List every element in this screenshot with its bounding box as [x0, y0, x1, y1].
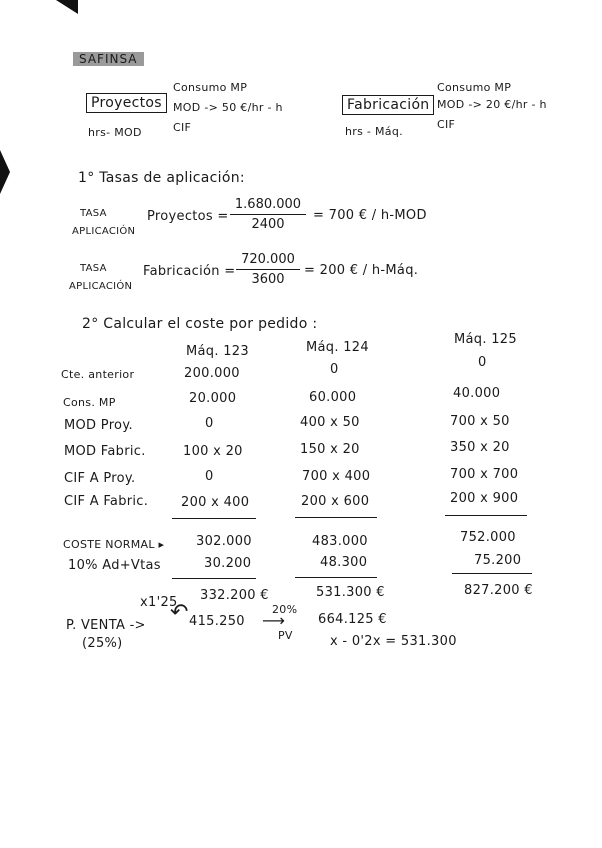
sum-rule-123 — [172, 518, 256, 519]
cell-ad-vtas-123: 30.200 — [204, 556, 252, 571]
rate-proyectos-numerator: 1.680.000 — [234, 197, 302, 212]
rate-fabricacion-label: Fabricación = — [143, 264, 236, 279]
row-label-mod-fabric: MOD Fabric. — [64, 444, 146, 459]
row-label-coste-normal: COSTE NORMAL ▸ — [63, 538, 165, 551]
row-label-cons-mp: Cons. MP — [63, 396, 116, 409]
rate-fabricacion-result: = 200 € / h-Máq. — [304, 263, 419, 278]
cell-cte-anterior-125: 0 — [478, 355, 487, 370]
aplicacion-label-1: APLICACIÓN — [72, 226, 136, 237]
page-corner-shadow — [56, 0, 78, 14]
pventa-equation: x - 0'2x = 531.300 — [330, 634, 457, 649]
pventa-sub: (25%) — [82, 636, 123, 651]
cell-cons-mp-124: 60.000 — [309, 390, 357, 405]
right-arrow-icon: ⟶ — [262, 611, 286, 630]
total-rule-123 — [172, 578, 256, 579]
rate-fabricacion-denominator: 3600 — [251, 272, 285, 287]
cell-coste-normal-123: 302.000 — [196, 534, 252, 549]
fraction-bar — [236, 269, 300, 270]
cell-mod-proy-124: 400 x 50 — [300, 415, 360, 430]
cell-total-124: 531.300 € — [316, 585, 385, 600]
cell-cif-fabric-123: 200 x 400 — [181, 495, 250, 510]
cell-mod-fabric-124: 150 x 20 — [300, 442, 360, 457]
cell-total-125: 827.200 € — [464, 583, 533, 598]
dept-fabricacion-box: Fabricación — [342, 95, 434, 115]
cell-mod-proy-123: 0 — [205, 416, 214, 431]
cell-coste-normal-124: 483.000 — [312, 534, 368, 549]
column-header-maq-123: Máq. 123 — [186, 344, 249, 359]
dept-fabricacion-line-1: Consumo MP — [437, 81, 512, 94]
company-tag: SAFINSA — [73, 52, 144, 66]
fraction-bar — [230, 214, 306, 215]
cell-coste-normal-125: 752.000 — [460, 530, 516, 545]
dept-proyectos-line-1: Consumo MP — [173, 81, 248, 94]
dept-fabricacion-base: hrs - Máq. — [345, 125, 403, 138]
row-label-cif-fabric: CIF A Fabric. — [64, 494, 149, 509]
tasa-label-1: TASA — [80, 208, 107, 219]
cell-ad-vtas-124: 48.300 — [320, 555, 368, 570]
curved-arrow-icon: ↶ — [170, 600, 189, 625]
sum-rule-125 — [445, 515, 527, 516]
dept-proyectos-box: Proyectos — [86, 93, 167, 113]
section2-heading: 2° Calcular el coste por pedido : — [82, 316, 318, 332]
sum-rule-124 — [295, 517, 377, 518]
total-rule-124 — [295, 577, 377, 578]
column-header-maq-124: Máq. 124 — [306, 340, 369, 355]
row-label-cte-anterior: Cte. anterior — [61, 368, 135, 381]
tasa-label-2: TASA — [80, 263, 107, 274]
dept-fabricacion-line-3: CIF — [437, 118, 456, 131]
rate-proyectos-denominator: 2400 — [251, 217, 285, 232]
rate-proyectos-label: Proyectos = — [147, 209, 229, 224]
cell-cif-proy-124: 700 x 400 — [302, 469, 371, 484]
rate-proyectos-result: = 700 € / h-MOD — [313, 208, 427, 223]
cell-mod-proy-125: 700 x 50 — [450, 414, 510, 429]
cell-cons-mp-125: 40.000 — [453, 386, 501, 401]
cell-cif-fabric-125: 200 x 900 — [450, 491, 519, 506]
section1-heading: 1° Tasas de aplicación: — [78, 170, 245, 186]
cell-cons-mp-123: 20.000 — [189, 391, 237, 406]
cell-total-123: 332.200 € — [200, 588, 269, 603]
cell-cif-fabric-124: 200 x 600 — [301, 494, 370, 509]
pventa-result-124: 664.125 € — [318, 612, 387, 627]
pventa-value-123: 415.250 — [189, 614, 245, 629]
pventa-arrow-bottom: PV — [278, 629, 293, 642]
row-label-ad-vtas: 10% Ad+Vtas — [68, 558, 161, 573]
cell-mod-fabric-125: 350 x 20 — [450, 440, 510, 455]
cell-mod-fabric-123: 100 x 20 — [183, 444, 243, 459]
multiplier-note: x1'25 — [140, 595, 178, 610]
row-label-cif-proy: CIF A Proy. — [64, 471, 136, 486]
aplicacion-label-2: APLICACIÓN — [69, 281, 133, 292]
page-edge-shadow — [0, 150, 10, 194]
dept-proyectos-line-2: MOD -> 50 €/hr - h — [173, 101, 283, 114]
cell-cif-proy-123: 0 — [205, 469, 214, 484]
cell-cte-anterior-124: 0 — [330, 362, 339, 377]
dept-proyectos-base: hrs- MOD — [88, 126, 142, 139]
pventa-label: P. VENTA -> — [66, 618, 146, 633]
column-header-maq-125: Máq. 125 — [454, 332, 517, 347]
dept-proyectos-line-3: CIF — [173, 121, 192, 134]
row-label-mod-proy: MOD Proy. — [64, 418, 133, 433]
rate-proyectos-fraction — [230, 197, 306, 232]
pventa-arrow-top: 20% — [272, 603, 298, 616]
cell-cte-anterior-123: 200.000 — [184, 366, 240, 381]
cell-cif-proy-125: 700 x 700 — [450, 467, 519, 482]
rate-fabricacion-numerator: 720.000 — [241, 252, 295, 267]
cell-ad-vtas-125: 75.200 — [474, 553, 522, 568]
total-rule-125 — [452, 573, 532, 574]
rate-fabricacion-fraction — [236, 252, 300, 287]
dept-fabricacion-line-2: MOD -> 20 €/hr - h — [437, 98, 547, 111]
